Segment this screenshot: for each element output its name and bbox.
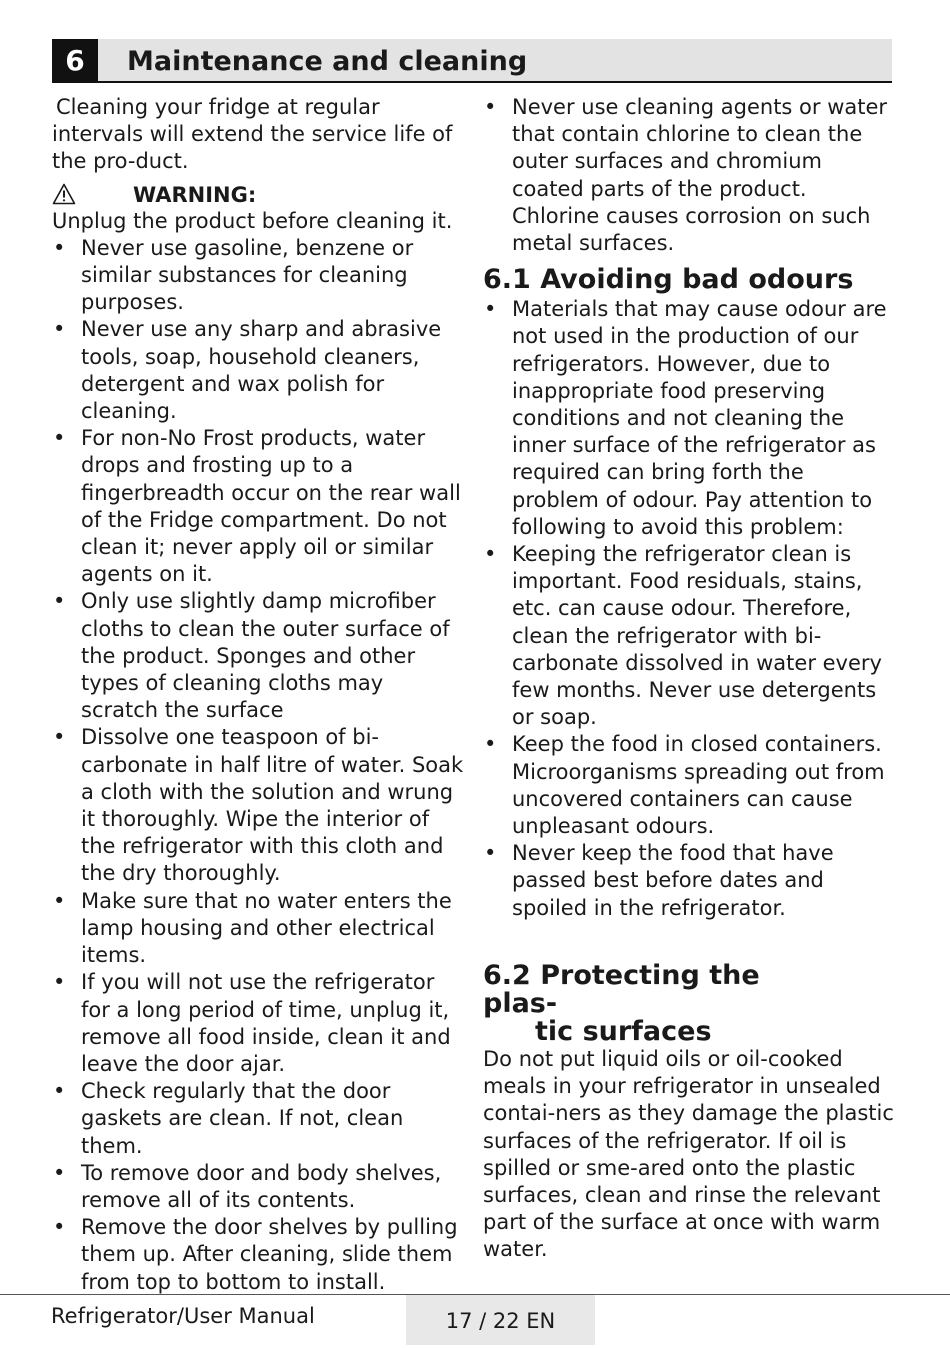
warning-label: WARNING: <box>133 182 257 207</box>
page-number: 17 / 22 EN <box>406 1295 595 1345</box>
section-number: 6 <box>52 39 98 81</box>
section-header <box>52 39 892 83</box>
warning-triangle-icon <box>52 183 76 205</box>
plastic-surfaces-paragraph: Do not put liquid oils or oil-cooked meals in your refrigerator in unsealed contai-ners as they damage the plastic surfaces of the refrigerator. If oil is spilled or sme-ared onto the plastic surfaces, clean and rinse the relevant part of the surface at once with warm water. <box>483 1046 894 1262</box>
section-title: Maintenance and cleaning <box>127 46 528 77</box>
right-column <box>483 94 895 1264</box>
chlorine-list <box>483 94 895 257</box>
list-item: • Remove the door shelves by pulling them up. After cleaning, slide them from top to bottom to install. <box>52 1214 464 1296</box>
list-item: • Never keep the food that have passed best before dates and spoiled in the refrigerator. <box>483 840 895 922</box>
list-item: • Never use gasoline, benzene or similar substances for cleaning purposes. <box>52 235 464 317</box>
subsection-title-line1: Protecting the plas- <box>483 959 760 1019</box>
list-item: • To remove door and body shelves, remove all of its contents. <box>52 1160 464 1214</box>
footer-manual-title: Refrigerator/User Manual <box>51 1304 315 1328</box>
list-item: • Never use cleaning agents or water that contain chlorine to clean the outer surfaces and chromium coated parts of the product. Chlorine causes corrosion on such metal surfaces. <box>483 94 895 257</box>
left-column <box>52 94 464 1296</box>
odour-list <box>483 296 895 922</box>
subsection-title-6-2 <box>483 959 843 1047</box>
list-item: • Dissolve one teaspoon of bi-carbonate in half litre of water. Soak a cloth with the solution and wrung it thoroughly. Wipe the interior of the refrigerator with this cloth and the dry thoroughly. <box>52 724 464 887</box>
list-item: • If you will not use the refrigerator for a long period of time, unplug it, remove all food inside, clean it and leave the door ajar. <box>52 969 464 1078</box>
list-item: • Never use any sharp and abrasive tools, soap, household cleaners, detergent and wax polish for cleaning. <box>52 316 464 425</box>
list-item: • Materials that may cause odour are not used in the production of our refrigerators. However, due to inappropriate food preserving conditions and not cleaning the inner surface of the refrigerator as required can bring forth the problem of odour. Pay attention to following to avoid this problem: <box>483 296 895 541</box>
subsection-title-6-1: 6.1 Avoiding bad odours <box>483 264 854 296</box>
warning-text: Unplug the product before cleaning it. <box>52 208 453 233</box>
list-item: • Keep the food in closed containers. Microorganisms spreading out from uncovered containers can cause unpleasant odours. <box>483 731 895 840</box>
list-item: • Only use slightly damp microfiber cloths to clean the outer surface of the product. Sponges and other types of cleaning cloths may scratch the surface <box>52 588 464 724</box>
intro-paragraph: Cleaning your fridge at regular intervals will extend the service life of the pro-duct. <box>52 95 453 174</box>
list-item: • For non-No Frost products, water drops and frosting up to a fingerbreadth occur on the rear wall of the Fridge compartment. Do not clean it; never apply oil or similar agents on it. <box>52 425 464 588</box>
warning-heading <box>52 180 464 208</box>
subsection-title-line2: tic surfaces <box>535 1015 712 1047</box>
cleaning-list <box>52 235 464 1296</box>
list-item: • Check regularly that the door gaskets are clean. If not, clean them. <box>52 1078 464 1160</box>
subsection-number: 6.2 <box>483 959 531 991</box>
list-item: • Keeping the refrigerator clean is important. Food residuals, stains, etc. can cause odour. Therefore, clean the refrigerator with bi-carbonate dissolved in water every few months. Never use detergents or soap. <box>483 541 895 731</box>
list-item: • Make sure that no water enters the lamp housing and other electrical items. <box>52 888 464 970</box>
